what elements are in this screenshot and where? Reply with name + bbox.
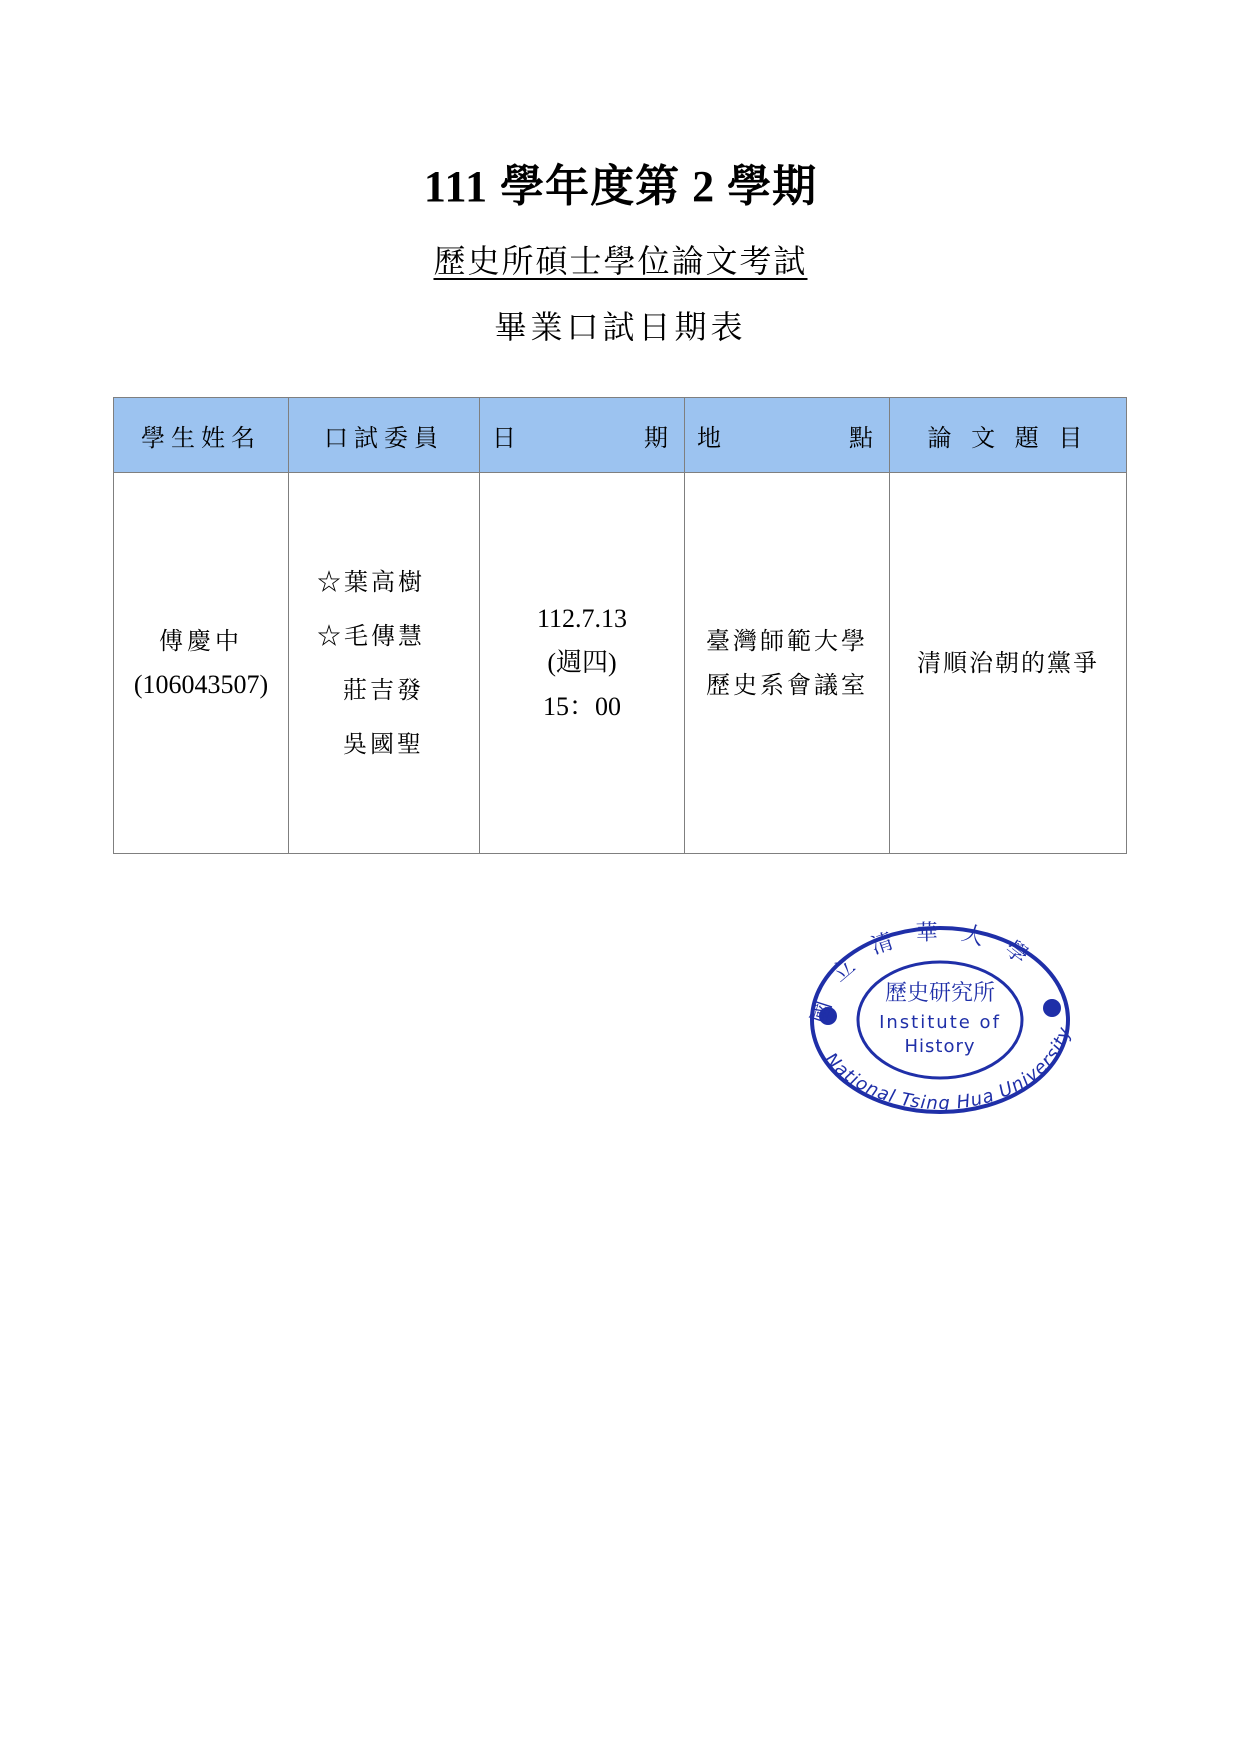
page-subtitle-2: 畢業口試日期表 [494, 308, 747, 346]
stamp-inner-en-1: Institute of [879, 1012, 1001, 1033]
committee-member: ☆葉高樹 [317, 568, 425, 596]
committee-member: 莊吉發 [343, 676, 424, 704]
location-line-1: 臺灣師範大學 [706, 627, 868, 655]
cell-topic: 清順治朝的黨爭 [890, 473, 1127, 854]
stamp-outer-zh: 國立清華大學 [806, 920, 1051, 1027]
student-id: (106043507) [133, 670, 269, 699]
header-student: 學生姓名 [114, 398, 289, 473]
committee-member: ☆毛傳慧 [317, 622, 425, 650]
committee-member: 吳國聖 [343, 730, 424, 758]
plum-blossom-icon [1043, 999, 1061, 1017]
svg-text:國立清華大學 [807, 920, 1050, 1027]
student-name: 傅慶中 [159, 627, 243, 655]
page-title: 111 學年度第 2 學期 [423, 162, 818, 211]
cell-committee [289, 473, 480, 854]
page-subtitle [0, 236, 1241, 282]
exam-weekday: (週四) [547, 648, 617, 677]
stamp-outer-en: National Tsing Hua University [820, 1024, 1076, 1115]
schedule-table [113, 397, 1127, 854]
header-committee: 口試委員 [289, 398, 480, 473]
header-location [685, 398, 890, 473]
location-line-2: 歷史系會議室 [706, 671, 868, 699]
exam-date: 112.7.13 [536, 604, 628, 633]
header-topic: 論 文 題 目 [890, 398, 1127, 473]
header-location-left: 地 [697, 423, 727, 452]
cell-location [685, 473, 890, 854]
cell-student [114, 473, 289, 854]
institute-stamp [790, 910, 1090, 1130]
exam-time: 15：00 [542, 692, 621, 721]
stamp-inner-en-2: History [904, 1036, 976, 1057]
header-date [480, 398, 685, 473]
stamp-inner-zh: 歷史研究所 [884, 981, 996, 1006]
cell-date [480, 473, 685, 854]
header-location-right: 點 [849, 423, 879, 452]
header-date-left: 日 [492, 423, 522, 452]
table-header-row [114, 398, 1127, 473]
subtitle-text: 歷史所碩士學位論文考試 [433, 242, 808, 280]
header-date-right: 期 [644, 423, 674, 452]
table-row [114, 473, 1127, 854]
